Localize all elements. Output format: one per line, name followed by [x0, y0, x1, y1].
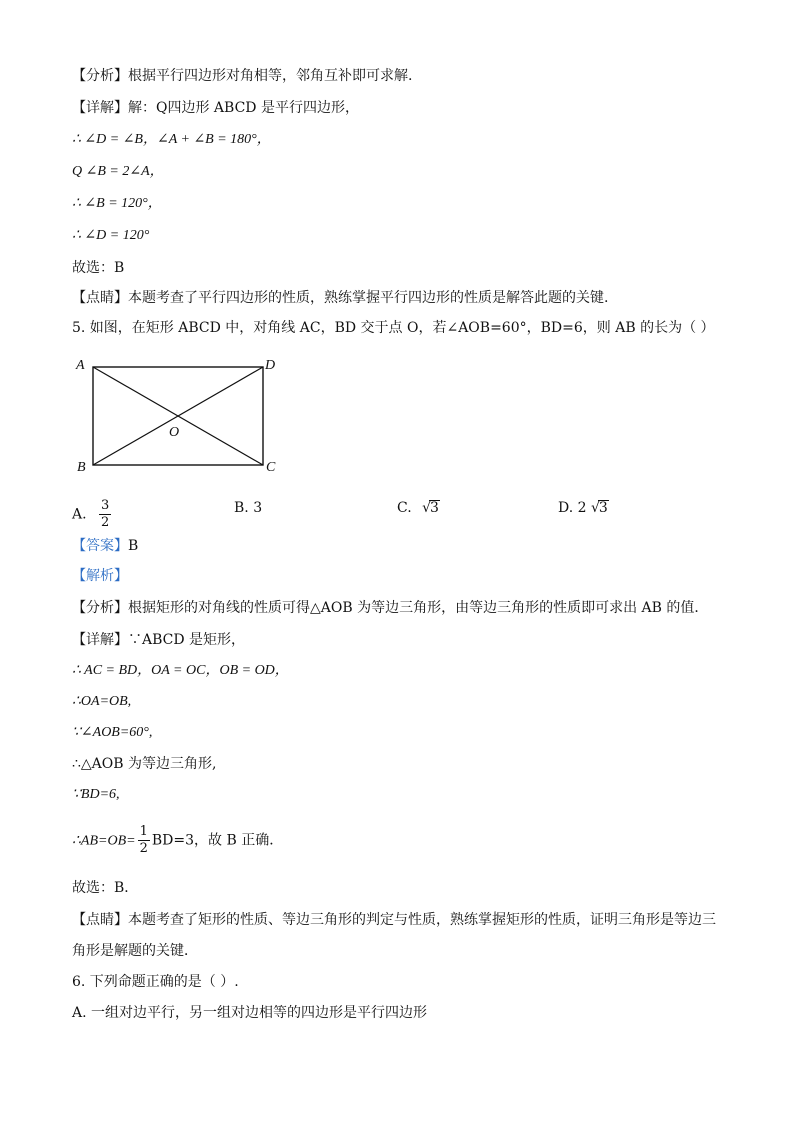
q4-comment-text: 本题考查了平行四边形的性质，熟练掌握平行四边形的性质是解答此题的关键.	[128, 290, 609, 306]
option-c: C. √3	[397, 500, 439, 516]
option-a-label: A.	[72, 506, 87, 523]
label-c: C	[266, 460, 276, 475]
q6-stem: 6. 下列命题正确的是（ ）.	[72, 974, 239, 990]
option-d-radicand: 3	[598, 500, 608, 516]
q4-choice: 故选：B	[72, 260, 125, 276]
q5-answer	[72, 536, 138, 556]
q4-detail	[72, 98, 359, 118]
q5-comment-tag: 【点睛】	[72, 912, 128, 928]
option-b: B. 3	[234, 500, 263, 516]
q5-detail	[72, 630, 245, 650]
q5-detail-text: ∵ABCD 是矩形，	[128, 632, 246, 648]
q5-options	[72, 490, 722, 530]
q5-analysis	[72, 598, 708, 618]
q5-step5: ∵BD=6,	[72, 787, 120, 802]
option-a-denominator: 2	[101, 515, 110, 530]
label-a: A	[76, 358, 85, 373]
q5-step3: ∵∠AOB=60°,	[72, 725, 153, 740]
q5-step6-numerator: 1	[139, 824, 148, 839]
q5-answer-tag: 【答案】	[72, 538, 128, 554]
label-b: B	[77, 460, 86, 475]
q5-answer-value: B	[128, 538, 139, 554]
q4-analysis-tag: 【分析】	[72, 68, 128, 84]
q5-step6-post: BD=3，故 B 正确．	[151, 832, 284, 849]
q4-comment	[72, 288, 608, 308]
option-a-fraction	[99, 498, 111, 531]
q5-step6-fraction	[138, 824, 150, 857]
option-a-numerator: 3	[101, 498, 110, 513]
q4-analysis-text: 根据平行四边形对角相等，邻角互补即可求解.	[128, 68, 413, 84]
option-d-label: D. 2	[558, 500, 587, 516]
q4-analysis	[72, 66, 412, 86]
option-a	[72, 498, 113, 531]
q4-step2: Q ∠B = 2∠A，	[72, 164, 164, 179]
q4-comment-tag: 【点睛】	[72, 290, 128, 306]
q5-step6-pre: ∴AB=OB=	[72, 833, 136, 849]
q6-option-a: A. 一组对边平行，另一组对边相等的四边形是平行四边形	[72, 1005, 428, 1021]
q5-analysis-tag: 【分析】	[72, 600, 128, 616]
q5-step6-denominator: 2	[139, 841, 148, 856]
q5-comment-text: 本题考查了矩形的性质、等边三角形的判定与性质，熟练掌握矩形的性质，证明三角形是等边三	[128, 912, 716, 928]
q4-step4: ∴ ∠D = 120°	[72, 228, 150, 243]
q5-choice: 故选：B．	[72, 880, 139, 896]
q5-parse-tag: 【解析】	[72, 568, 128, 584]
q5-comment	[72, 910, 716, 930]
label-o: O	[169, 425, 180, 440]
q5-rectangle-figure	[70, 352, 290, 476]
option-c-label: C.	[397, 500, 412, 516]
q5-step4: ∴△AOB 为等边三角形,	[72, 756, 217, 772]
q5-comment-line2: 角形是解题的关键．	[72, 943, 198, 959]
q4-step3: ∴ ∠B = 120°，	[72, 196, 162, 211]
q5-step2: ∴OA=OB,	[72, 694, 132, 709]
q5-detail-tag: 【详解】	[72, 632, 128, 648]
q4-step1: ∴ ∠D = ∠B，∠A + ∠B = 180°，	[72, 132, 271, 147]
option-c-radicand: 3	[430, 500, 439, 516]
q5-analysis-text: 根据矩形的对角线的性质可得△AOB 为等边三角形，由等边三角形的性质即可求出 AB 的值．	[128, 600, 709, 616]
label-d: D	[265, 358, 276, 373]
q4-detail-text: 解：Q四边形 ABCD 是平行四边形，	[128, 100, 359, 116]
q5-stem: 5. 如图，在矩形 ABCD 中，对角线 AC，BD 交于点 O，若∠AOB=60°，BD=6，则 AB 的长为（ ）	[72, 320, 715, 336]
option-d: D. 2 √3	[558, 500, 608, 516]
q5-step1: ∴ AC = BD，OA = OC，OB = OD，	[72, 663, 289, 678]
q5-step6	[72, 824, 283, 858]
q4-detail-tag: 【详解】	[72, 100, 128, 116]
